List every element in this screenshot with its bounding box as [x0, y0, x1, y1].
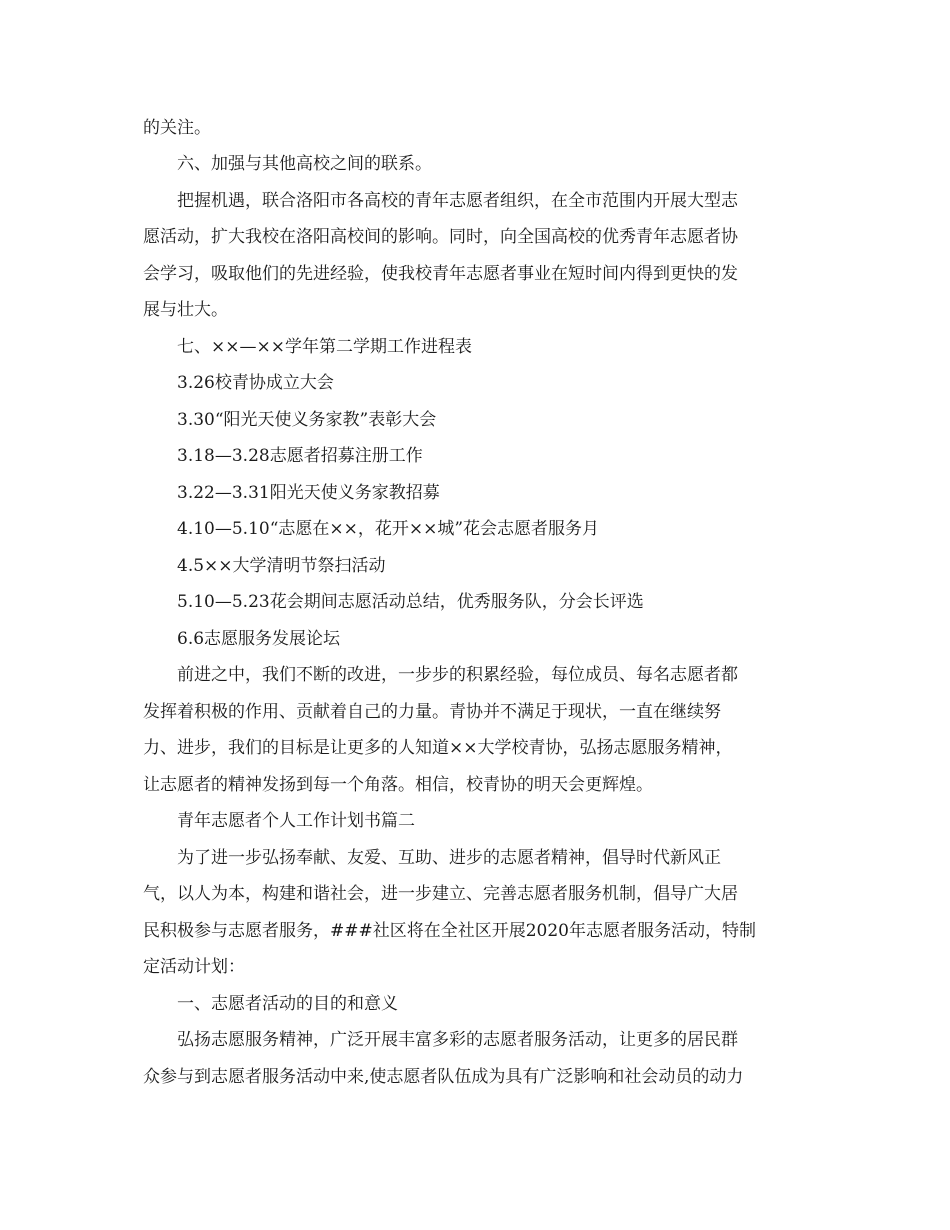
- schedule-item: 3.22—3.31阳光天使义务家教招募: [177, 483, 440, 503]
- paragraph-line: 民积极参与志愿者服务，###社区将在全社区开展2020年志愿者服务活动，特制: [143, 921, 756, 941]
- schedule-item: 6.6志愿服务发展论坛: [177, 629, 341, 649]
- paragraph-line: 为了进一步弘扬奉献、友爱、互助、进步的志愿者精神，倡导时代新风正: [177, 848, 721, 868]
- paragraph-line: 气，以人为本，构建和谐社会，进一步建立、完善志愿者服务机制，倡导广大居: [143, 884, 738, 904]
- paragraph-line: 展与壮大。: [143, 300, 228, 320]
- paragraph-line: 众参与到志愿者服务活动中来,使志愿者队伍成为具有广泛影响和社会动员的动力: [143, 1067, 744, 1087]
- paragraph-line: 前进之中，我们不断的改进，一步步的积累经验，每位成员、每名志愿者都: [177, 665, 738, 685]
- schedule-item: 3.18—3.28志愿者招募注册工作: [177, 446, 423, 466]
- section-heading: 一、志愿者活动的目的和意义: [177, 994, 398, 1014]
- paragraph-line: 把握机遇，联合洛阳市各高校的青年志愿者组织，在全市范围内开展大型志: [177, 191, 738, 211]
- text-line: 的关注。: [143, 118, 211, 138]
- paragraph-line: 力、进步，我们的目标是让更多的人知道××大学校青协，弘扬志愿服务精神，: [143, 738, 733, 758]
- schedule-item: 5.10—5.23花会期间志愿活动总结，优秀服务队，分会长评选: [177, 592, 644, 612]
- paragraph-line: 愿活动，扩大我校在洛阳高校间的影响。同时，向全国高校的优秀青年志愿者协: [143, 227, 738, 247]
- paragraph-line: 让志愿者的精神发扬到每一个角落。相信，校青协的明天会更辉煌。: [143, 775, 653, 795]
- schedule-item: 3.26校青协成立大会: [177, 373, 334, 393]
- schedule-item: 3.30“阳光天使义务家教”表彰大会: [177, 410, 437, 430]
- section-heading: 七、××—××学年第二学期工作进程表: [177, 337, 472, 357]
- paragraph-line: 发挥着积极的作用、贡献着自己的力量。青协并不满足于现状，一直在继续努: [143, 702, 721, 722]
- paragraph-line: 弘扬志愿服务精神，广泛开展丰富多彩的志愿者服务活动，让更多的居民群: [177, 1030, 738, 1050]
- schedule-item: 4.10—5.10“志愿在××，花开××城”花会志愿者服务月: [177, 519, 600, 539]
- paragraph-line: 会学习，吸取他们的先进经验，使我校青年志愿者事业在短时间内得到更快的发: [143, 264, 738, 284]
- section-heading: 六、加强与其他高校之间的联系。: [177, 154, 432, 174]
- paragraph-line: 定活动计划：: [143, 957, 245, 977]
- section-title: 青年志愿者个人工作计划书篇二: [177, 811, 415, 831]
- schedule-item: 4.5××大学清明节祭扫活动: [177, 556, 386, 576]
